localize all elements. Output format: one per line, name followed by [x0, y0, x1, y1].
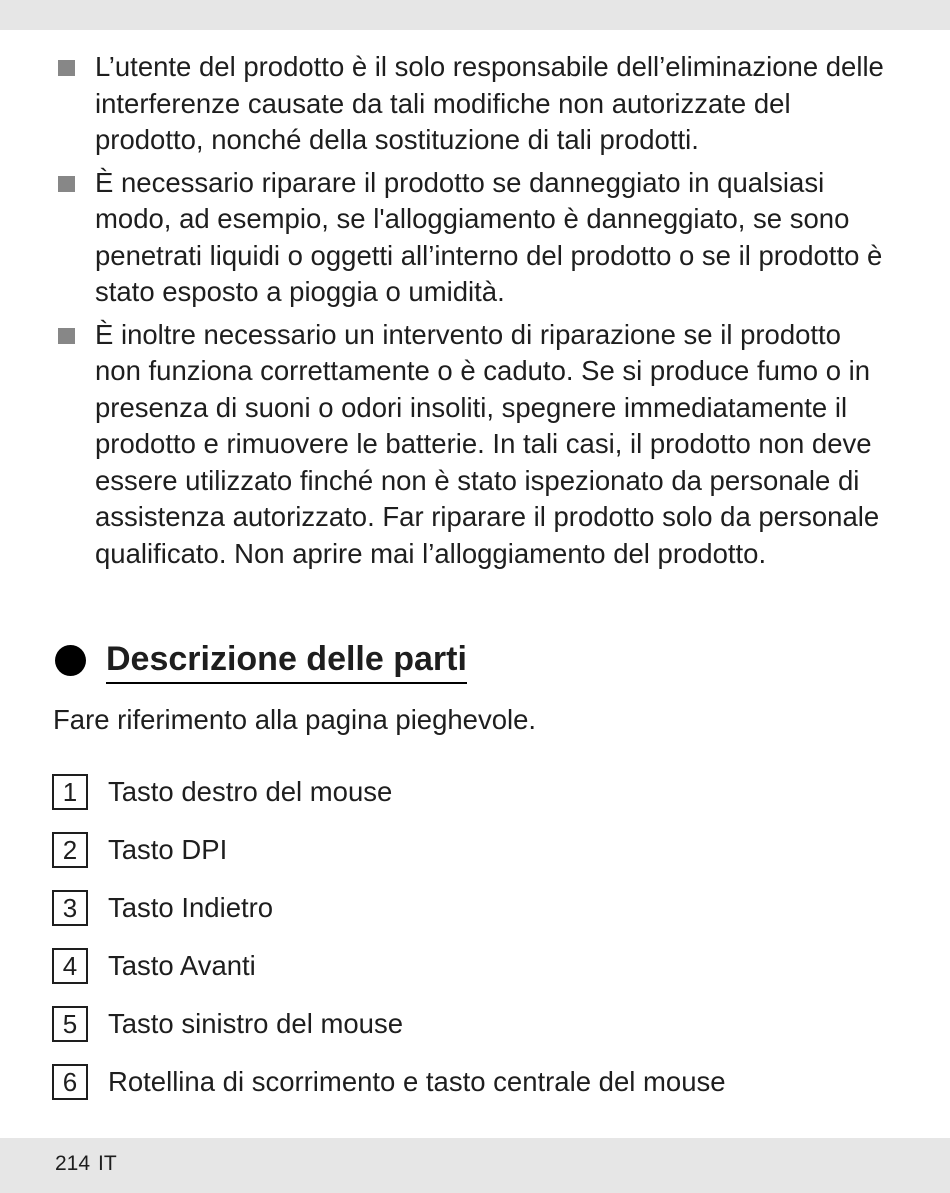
- bullet-list: [58, 49, 888, 578]
- square-bullet-icon: [58, 60, 75, 76]
- part-label: Tasto destro del mouse: [108, 776, 393, 807]
- footer: [55, 1152, 125, 1176]
- page-number: 214: [55, 1152, 91, 1175]
- bullet-text: L’utente del prodotto è il solo responsabile dell’eliminazione delle interferenze causate da tali modifiche non autorizzate del prodotto, nonché della sostituzione di tali prodotti.: [95, 51, 884, 155]
- part-label: Tasto DPI: [108, 834, 228, 865]
- part-number-box: 6: [52, 1064, 88, 1100]
- square-bullet-icon: [58, 328, 75, 344]
- part-label: Tasto sinistro del mouse: [108, 1008, 403, 1039]
- part-number-box: 4: [52, 948, 88, 984]
- bullet-item: [58, 165, 888, 311]
- part-number-box: 1: [52, 774, 88, 810]
- section-title: Descrizione delle parti: [106, 636, 467, 684]
- bullet-item: [58, 49, 888, 159]
- language-code: IT: [98, 1152, 117, 1175]
- square-bullet-icon: [58, 176, 75, 192]
- part-number-box: 5: [52, 1006, 88, 1042]
- part-number-box: 3: [52, 890, 88, 926]
- top-bar: [0, 0, 950, 30]
- bullet-item: [58, 317, 888, 573]
- part-label: Tasto Avanti: [108, 950, 256, 981]
- bullet-text: È inoltre necessario un intervento di riparazione se il prodotto non funziona correttamente o è caduto. Se si produce fumo o in presenza di suoni o odori insoliti, spegnere immediatamente il prodotto e rimuovere le batterie. In tali casi, il prodotto non deve essere utilizzato finché non è stato ispezionato da personale di assistenza autorizzato. Far riparare il prodotto solo da personale qualificato. Non aprire mai l’alloggiamento del prodotto.: [95, 318, 880, 569]
- part-label: Rotellina di scorrimento e tasto centrale del mouse: [108, 1066, 726, 1097]
- footer-bar: [0, 1138, 950, 1193]
- circle-bullet-icon: [55, 645, 86, 676]
- part-number-box: 2: [52, 832, 88, 868]
- section-intro: Fare riferimento alla pagina pieghevole.: [53, 704, 537, 735]
- bullet-text: È necessario riparare il prodotto se danneggiato in qualsiasi modo, ad esempio, se l'alloggiamento è danneggiato, se sono penetrati liquidi o oggetti all’interno del prodotto o se il prodotto è stato esposto a pioggia o umidità.: [95, 166, 883, 307]
- part-label: Tasto Indietro: [108, 892, 274, 923]
